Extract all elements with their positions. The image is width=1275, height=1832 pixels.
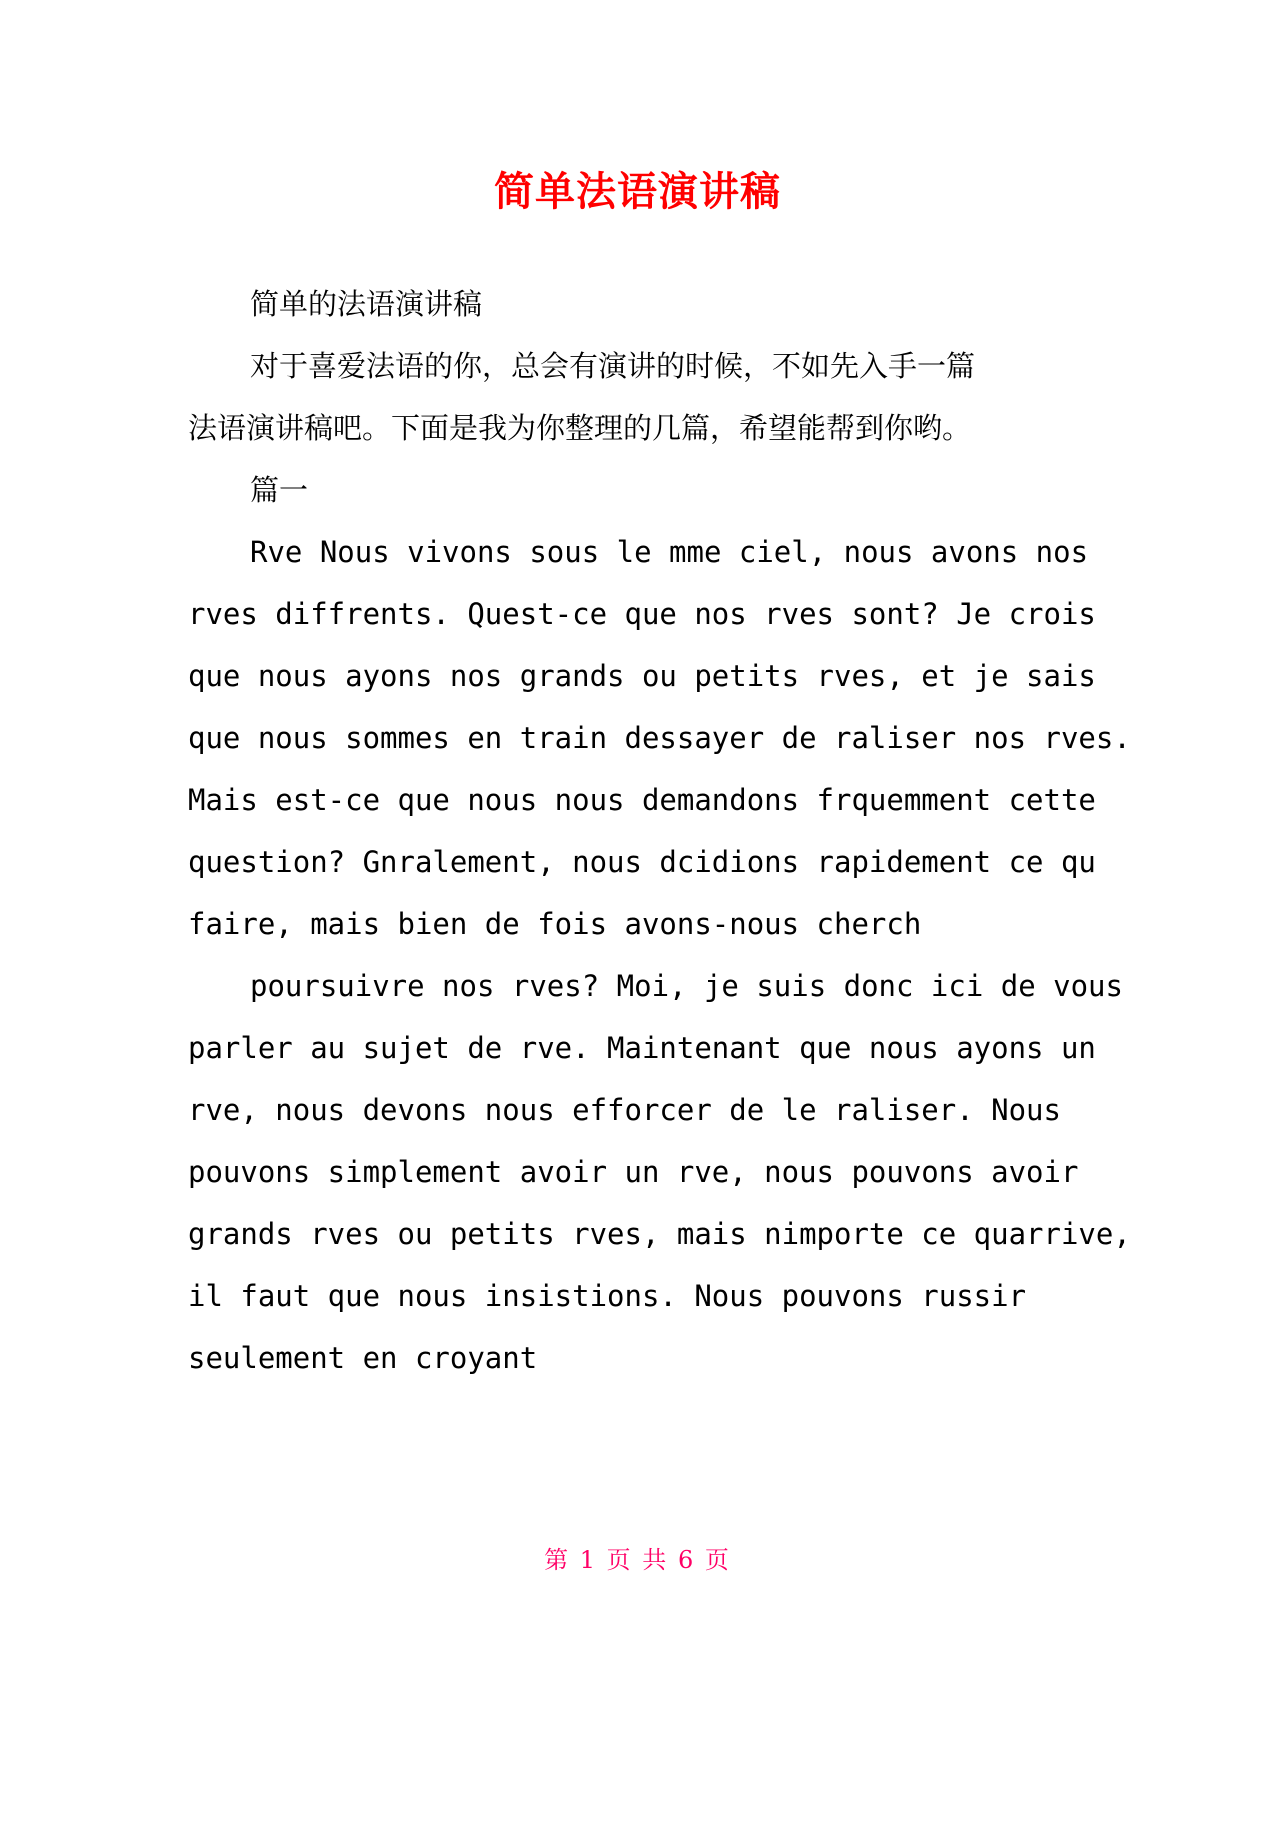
paragraph-line: rves diffrents. Quest-ce que nos rves sont? Je crois xyxy=(188,597,1096,631)
intro-line: 对于喜爱法语的你，总会有演讲的时候，不如先入手一篇 xyxy=(250,349,976,383)
paragraph-line: pouvons simplement avoir un rve, nous pouvons avoir xyxy=(188,1155,1079,1189)
intro-line: 法语演讲稿吧。下面是我为你整理的几篇，希望能帮到你哟。 xyxy=(188,411,972,445)
paragraph-line: question? Gnralement, nous dcidions rapidement ce qu xyxy=(188,845,1096,879)
paragraph-line: faire, mais bien de fois avons-nous cherch xyxy=(188,907,922,941)
paragraph-line: grands rves ou petits rves, mais nimporte ce quarrive, xyxy=(188,1217,1131,1251)
page-number-footer: 第 1 页 共 6 页 xyxy=(544,1546,731,1574)
paragraph-line: Mais est-ce que nous nous demandons frquemment cette xyxy=(188,783,1096,817)
document-title: 简单法语演讲稿 xyxy=(494,169,781,215)
paragraph-line: il faut que nous insistions. Nous pouvons russir xyxy=(188,1279,1027,1313)
paragraph-line: poursuivre nos rves? Moi, je suis donc ici de vous xyxy=(250,969,1123,1003)
paragraph-line: Rve Nous vivons sous le mme ciel, nous avons nos xyxy=(250,535,1089,569)
paragraph-line: parler au sujet de rve. Maintenant que nous ayons un xyxy=(188,1031,1096,1065)
paragraph-line: rve, nous devons nous efforcer de le raliser. Nous xyxy=(188,1093,1061,1127)
paragraph-line: que nous sommes en train dessayer de raliser nos rves. xyxy=(188,721,1131,755)
paragraph-line: que nous ayons nos grands ou petits rves, et je sais xyxy=(188,659,1096,693)
subtitle-line: 简单的法语演讲稿 xyxy=(250,287,483,321)
paragraph-line: seulement en croyant xyxy=(188,1341,538,1375)
section-label: 篇一 xyxy=(250,473,309,507)
document-body xyxy=(188,272,1131,1392)
